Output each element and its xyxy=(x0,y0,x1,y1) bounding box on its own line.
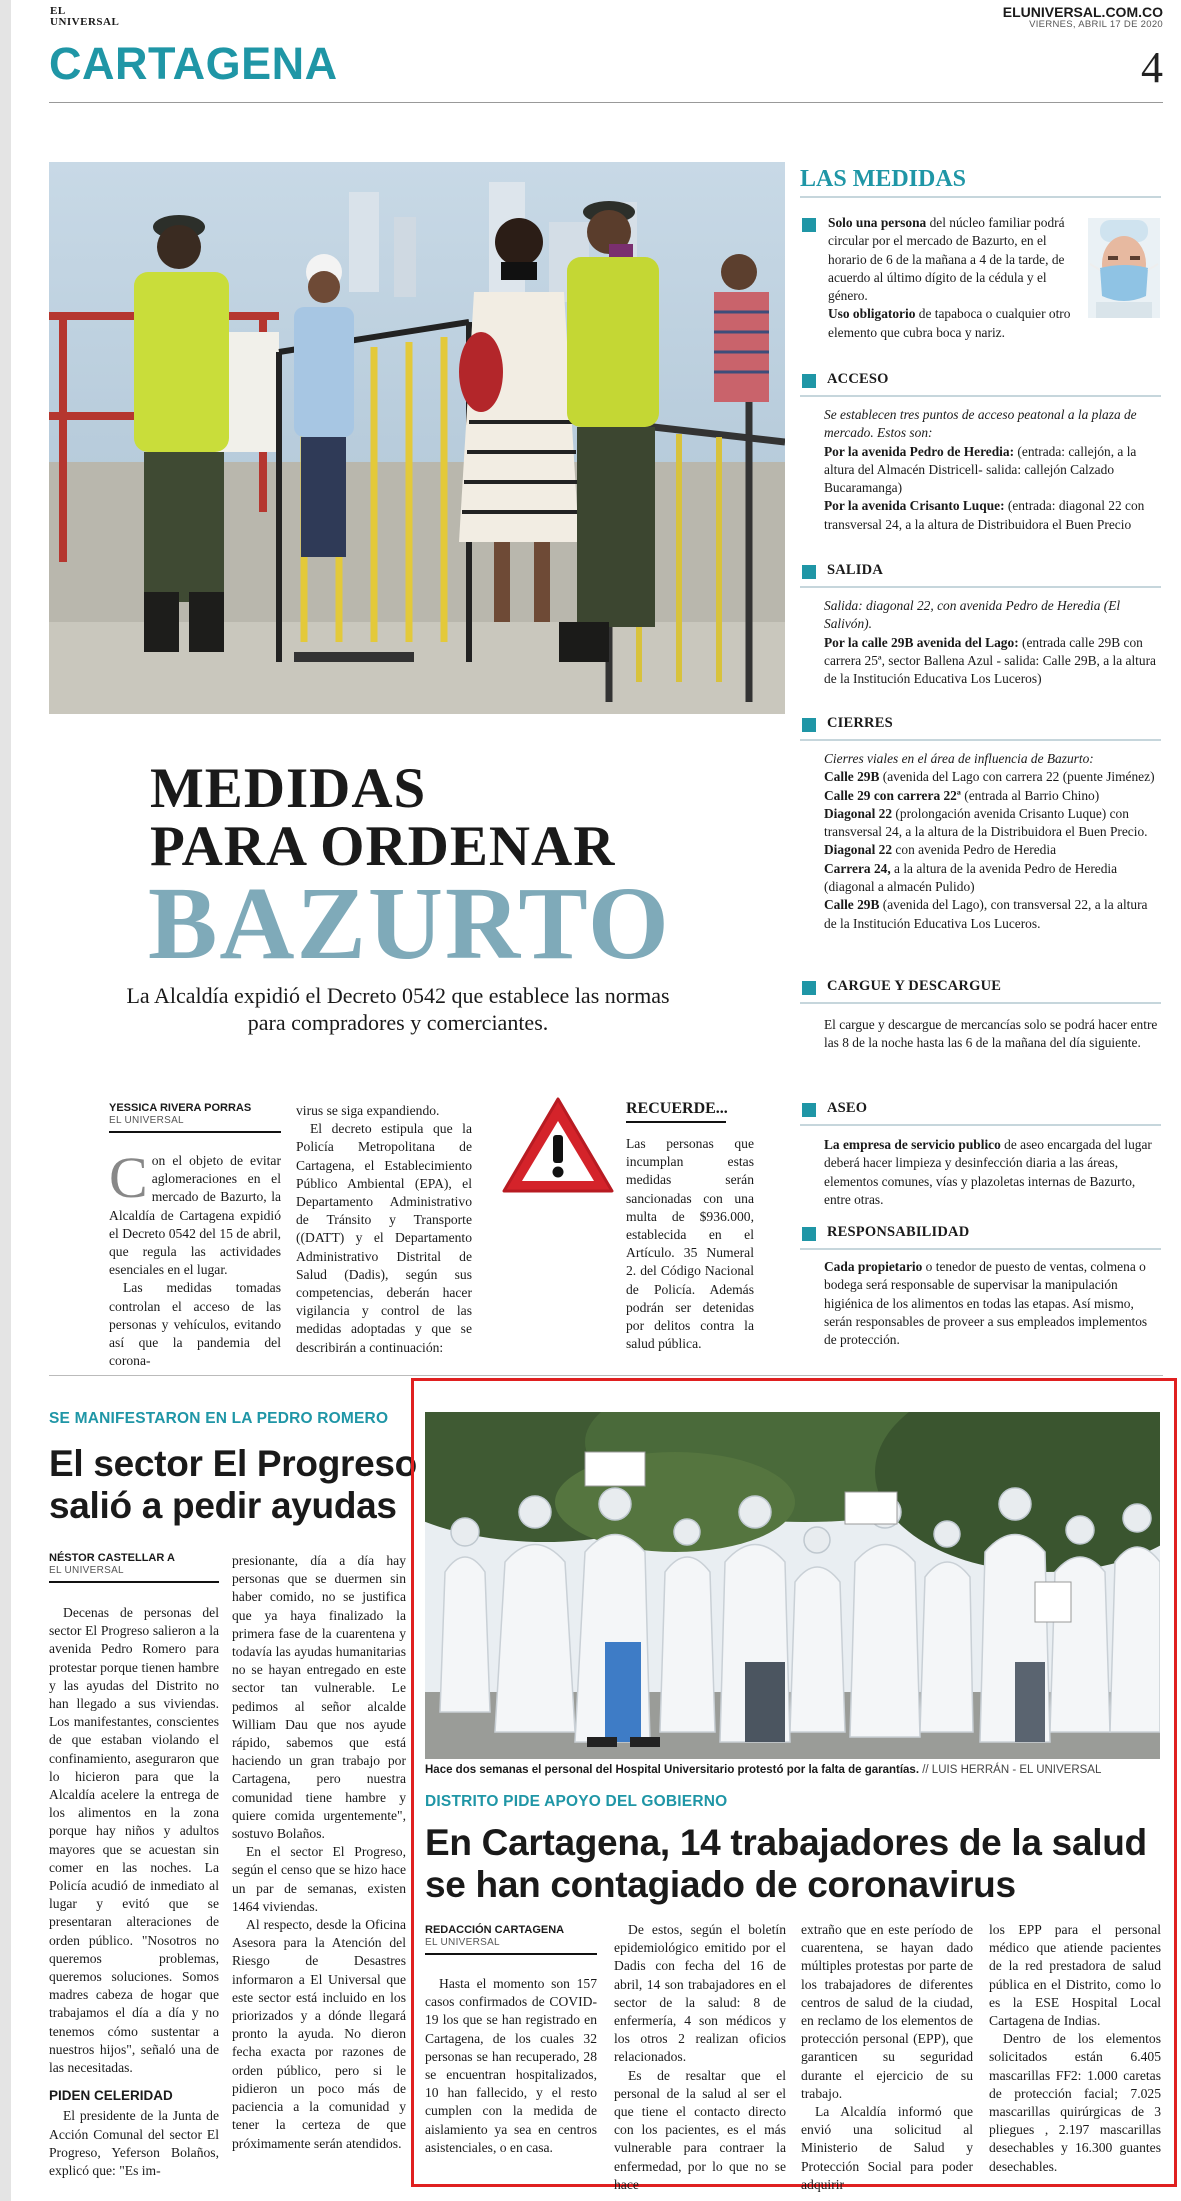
bullet-square xyxy=(802,218,816,232)
salida-text: Salida: diagonal 22, con avenida Pedro de Heredia (El Salivón). Por la calle 29B avenida del Lago: (entrada calle 29B con carrera 25ª, sector Ballena Azul - salida: Calle 29B, a la altura de la Institución Educativa Los Luceros) xyxy=(824,598,1156,687)
section-divider xyxy=(49,1375,1163,1376)
story2-column-2: presionante, día a día hay personas que se duermen sin haber comido, no se justifica que ya haya finalizado la primera fase de la cuarentena y todavía las ayudas humanitarias no se hayan entregado en este sector tan vulnerable. Le pedimos al señor alcalde William Dau que nos ayude rápido, sabemos que está haciendo un gran trabajo por Cartagena, pero nuestra comunidad tiene hambre y quiere comida urgentemente", sostuvo Bolaños. En el sector El Progreso, según el censo que se hizo hace un par de semanas, existen 1464 viviendas. Al respecto, desde la Oficina Asesora para la Atención del Riesgo de Desastres informaron a El Universal que este sector está incluido en los priorizados y a dónde llegará pronto la ayuda. No dieron fecha exacta por razones de orden público, pero si le pidieron un poco más de paciencia a la comunidad y tener la certeza de que próximamente serán atendidos. xyxy=(232,1553,406,2151)
story3-kicker: DISTRITO PIDE APOYO DEL GOBIERNO xyxy=(425,1793,728,1810)
aseo-text: La empresa de servicio publico de aseo encargada del lugar deberá hacer limpieza y desinfección diaria a las áreas, elementos comunes, vías y plazoletas internas de Bazurto, entre otras. xyxy=(824,1137,1152,1207)
cierres-rule xyxy=(800,739,1161,741)
byline-rule xyxy=(109,1131,281,1133)
responsabilidad-rule xyxy=(800,1248,1161,1250)
site-url[interactable]: ELUNIVERSAL.COM.CO xyxy=(1002,4,1163,20)
story2-kicker: SE MANIFESTARON EN LA PEDRO ROMERO xyxy=(49,1410,389,1427)
cargue-heading: CARGUE Y DESCARGUE xyxy=(827,978,1002,994)
aseo-rule xyxy=(800,1124,1161,1126)
page-edge xyxy=(0,0,11,2201)
bullet-square xyxy=(802,374,816,388)
story3-column-1: Hasta el momento son 157 casos confirmados de COVID-19 los que se han registrado en Cartagena, de los cuales 32 personas se han recuperado, 28 se encuentran hospitalizados, 10 han fallecido, y el resto cumplen con la medida de aislamiento ya sea en centros asistenciales, o en casa. xyxy=(425,1976,597,2155)
cierres-heading: CIERRES xyxy=(827,715,893,731)
salida-heading: SALIDA xyxy=(827,562,883,578)
cierres-text: Cierres viales en el área de influencia de Bazurto: Calle 29B (avenida del Lago con carrera 22 (puente Jiménez) Calle 29 con carrera 22ª (entrada al Barrio Chino) Diagonal 22 (prolongación avenida Crisanto Luque) con transversal 24, a la altura de la Distribuidora el Buen Precio. Diagonal 22 con avenida Pedro de Heredia Carrera 24, a la altura de la avenida Pedro de Heredia (diagonal a almacén Pulido) Calle 29B (avenida del Lago), con transversal 22, a la altura de la Institución Educativa Los Luceros. xyxy=(824,751,1155,931)
section-title: CARTAGENA xyxy=(49,38,338,89)
lead-headline-bazurto: BAZURTO xyxy=(148,866,671,981)
byline-name: YESSICA RIVERA PORRAS xyxy=(109,1102,252,1114)
cargue-text: El cargue y descargue de mercancías solo se podrá hacer entre las 8 de la noche hasta las 6 de la mañana del día siguiente. xyxy=(824,1017,1158,1051)
hero-photo-bazurto-checkpoint xyxy=(49,162,785,714)
byline-org: EL UNIVERSAL xyxy=(109,1115,184,1126)
lead-headline-line2: PARA ORDENAR xyxy=(150,815,616,878)
byline-name: REDACCIÓN CARTAGENA xyxy=(425,1924,565,1936)
sidebar-title-rule xyxy=(800,196,1161,198)
acceso-text: Se establecen tres puntos de acceso peatonal a la plaza de mercado. Estos son: Por la avenida Pedro de Heredia: (entrada: callejón, a la altura del Almacén Districell- salida: callejón Calzado Bucaramanga) Por la avenida Crisanto Luque: (entrada: diagonal 22 con transversal 24, a la altura de Distribuidora el Buen Precio xyxy=(824,407,1145,532)
aseo-heading: ASEO xyxy=(827,1100,868,1116)
bullet-square xyxy=(802,718,816,732)
bullet-square xyxy=(802,1227,816,1241)
story3-byline xyxy=(425,1924,597,1955)
page-number: 4 xyxy=(1141,43,1163,92)
lead-headline-line1: MEDIDAS xyxy=(150,757,427,820)
cargue-rule xyxy=(800,1002,1161,1004)
story2-headline: El sector El Progreso salió a pedir ayudas xyxy=(49,1443,417,1526)
recuerde-title: RECUERDE... xyxy=(626,1100,728,1117)
responsabilidad-text: Cada propietario o tenedor de puesto de ventas, colmena o bodega será responsable de supervisar la manipulación higiénica de los alimentos en todas las etapas. Así mismo, serán responsables de proveer a sus empleados implementos de protección. xyxy=(824,1259,1148,1348)
byline-name: NÉSTOR CASTELLAR A xyxy=(49,1552,175,1564)
recuerde-rule xyxy=(626,1121,726,1123)
issue-date: VIERNES, ABRIL 17 DE 2020 xyxy=(1029,19,1163,30)
recuerde-text: Las personas que incumplan estas medidas serán sancionadas con una multa de $936.000, establecida en el Artículo. 35 Numeral 2. del Código Nacional de Policía. Además podrán ser detenidas por delitos contra la salud pública. xyxy=(626,1136,754,1352)
story3-column-2: De estos, según el boletín epidemiológico emitido por el Dadis con fecha del 16 de abril, 14 son trabajadores en el sector de la salud: 8 de enfermería, 4 son médicos y los otros 2 realizan oficios relacionados. Es de resaltar que el personal de la salud al ser el que tiene el contacto directo con los pacientes, es el más vulnerable para contraer la enfermedad, por lo que no se hace xyxy=(614,1922,786,2192)
masthead-divider xyxy=(49,102,1163,103)
caption-text: Hace dos semanas el personal del Hospital Universitario protestó por la falta de garantías. xyxy=(425,1764,920,1776)
story3-headline: En Cartagena, 14 trabajadores de la salud se han contagiado de coronavirus xyxy=(425,1822,1147,1905)
health-workers-protest-photo xyxy=(425,1412,1160,1759)
dropcap: C xyxy=(109,1145,148,1210)
byline-org: EL UNIVERSAL xyxy=(49,1565,124,1576)
story2-subhead: PIDEN CELERIDAD xyxy=(49,2088,173,2104)
photo-caption xyxy=(425,1764,1160,1776)
acceso-rule xyxy=(800,395,1161,397)
lead-deck: La Alcaldía expidió el Decreto 0542 que establece las normas para compradores y comerciantes. xyxy=(126,983,670,1035)
bullet-square xyxy=(802,981,816,995)
acceso-heading: ACCESO xyxy=(827,371,889,387)
sidebar-intro: Solo una persona del núcleo familiar podrá circular por el mercado de Bazurto, en el horario de 6 de la mañana a 4 de la tarde, de acuerdo al último dígito de la cédula y el género. Uso obligatorio de tapaboca o cualquier otro elemento que cubra boca y nariz. xyxy=(828,215,1071,340)
sidebar-title: LAS MEDIDAS xyxy=(800,166,967,192)
photo-credit: // LUIS HERRÁN - EL UNIVERSAL xyxy=(919,1764,1102,1776)
story2-column-1: Decenas de personas del sector El Progreso salieron a la avenida Pedro Romero para protestar porque tienen hambre y las ayudas del Distrito no han llegado a sus viviendas. Los manifestantes, conscientes de que estaban violando el confinamiento, aseguraron que lo hicieron para que la Alcaldía acelere la entrega de los alimentos en la zona porque hay niños y adultos mayores que se acuestan sin comer en las noches. La Policía acudió de inmediato al lugar y evitó que se presentaran alteraciones de orden público. "Nosotros no queremos problemas, queremos soluciones. Somos madres cabeza de hogar que trabajamos el día a día y no tenemos cómo sustentar a nuestros hijos", señaló una de las necesitadas. PIDEN CELERIDAD El presidente de la Junta de Acción Comunal del sector El Progreso, Yeferson Bolaños, explicó que: "Es im- xyxy=(49,1605,219,2179)
byline-rule xyxy=(425,1953,597,1955)
byline-org: EL UNIVERSAL xyxy=(425,1937,500,1948)
story3-column-4: los EPP para el personal médico que atiende pacientes de la red prestadora de salud pública en el Distrito, como lo es la ESE Hospital Local Cartagena de Indias. Dentro de los elementos solicitados están 6.405 mascarillas FF2: 1.000 caretas de protección facial; 7.025 mascarillas quirúrgicas de 3 pliegues , 2.197 mascarillas desechables y 16.300 guantes desechables. xyxy=(989,1922,1161,2174)
story2-byline xyxy=(49,1552,219,1583)
lead-column-2: virus se siga expandiendo. El decreto estipula que la Policía Metropolitana de Cartagena, el Establecimiento Público Ambiental (EPA), el Departamento Administrativo de Tránsito y Transporte ((DATT) y el Departamento Administrativo Distrital de Salud (Dadis), según sus competencias, deberán hacer vigilancia y control de las medidas adoptadas y que se describirán a continuación: xyxy=(296,1103,472,1355)
warning-sign-icon xyxy=(500,1095,616,1195)
bullet-square xyxy=(802,565,816,579)
brand-logo: EL UNIVERSAL xyxy=(50,5,120,28)
byline-rule xyxy=(49,1581,219,1583)
salida-rule xyxy=(800,586,1161,588)
story3-column-3: extraño que en este período de cuarentena, se hayan dado múltiples protestas por parte de los trabajadores de diferentes centros de salud de la ciudad, en reclamo de los elementos de protección personal (EPP), que garanticen su seguridad durante el ejercicio de su trabajo. La Alcaldía informó que envió una solicitud al Ministerio de Salud y Protección Social para poder adquirir xyxy=(801,1922,973,2192)
bullet-square xyxy=(802,1103,816,1117)
responsabilidad-heading: RESPONSABILIDAD xyxy=(827,1224,970,1240)
lead-column-1: Con el objeto de evitar aglomeraciones en el mercado de Bazurto, la Alcaldía de Cartagena expidió el Decreto 0542 del 15 de abril, que regula las actividades esenciales en el lugar. Las medidas tomadas controlan el acceso de las personas y vehículos, evitando así que la pandemia del corona- xyxy=(109,1145,281,1369)
lead-byline xyxy=(109,1102,281,1133)
masked-face-photo xyxy=(1088,218,1160,318)
